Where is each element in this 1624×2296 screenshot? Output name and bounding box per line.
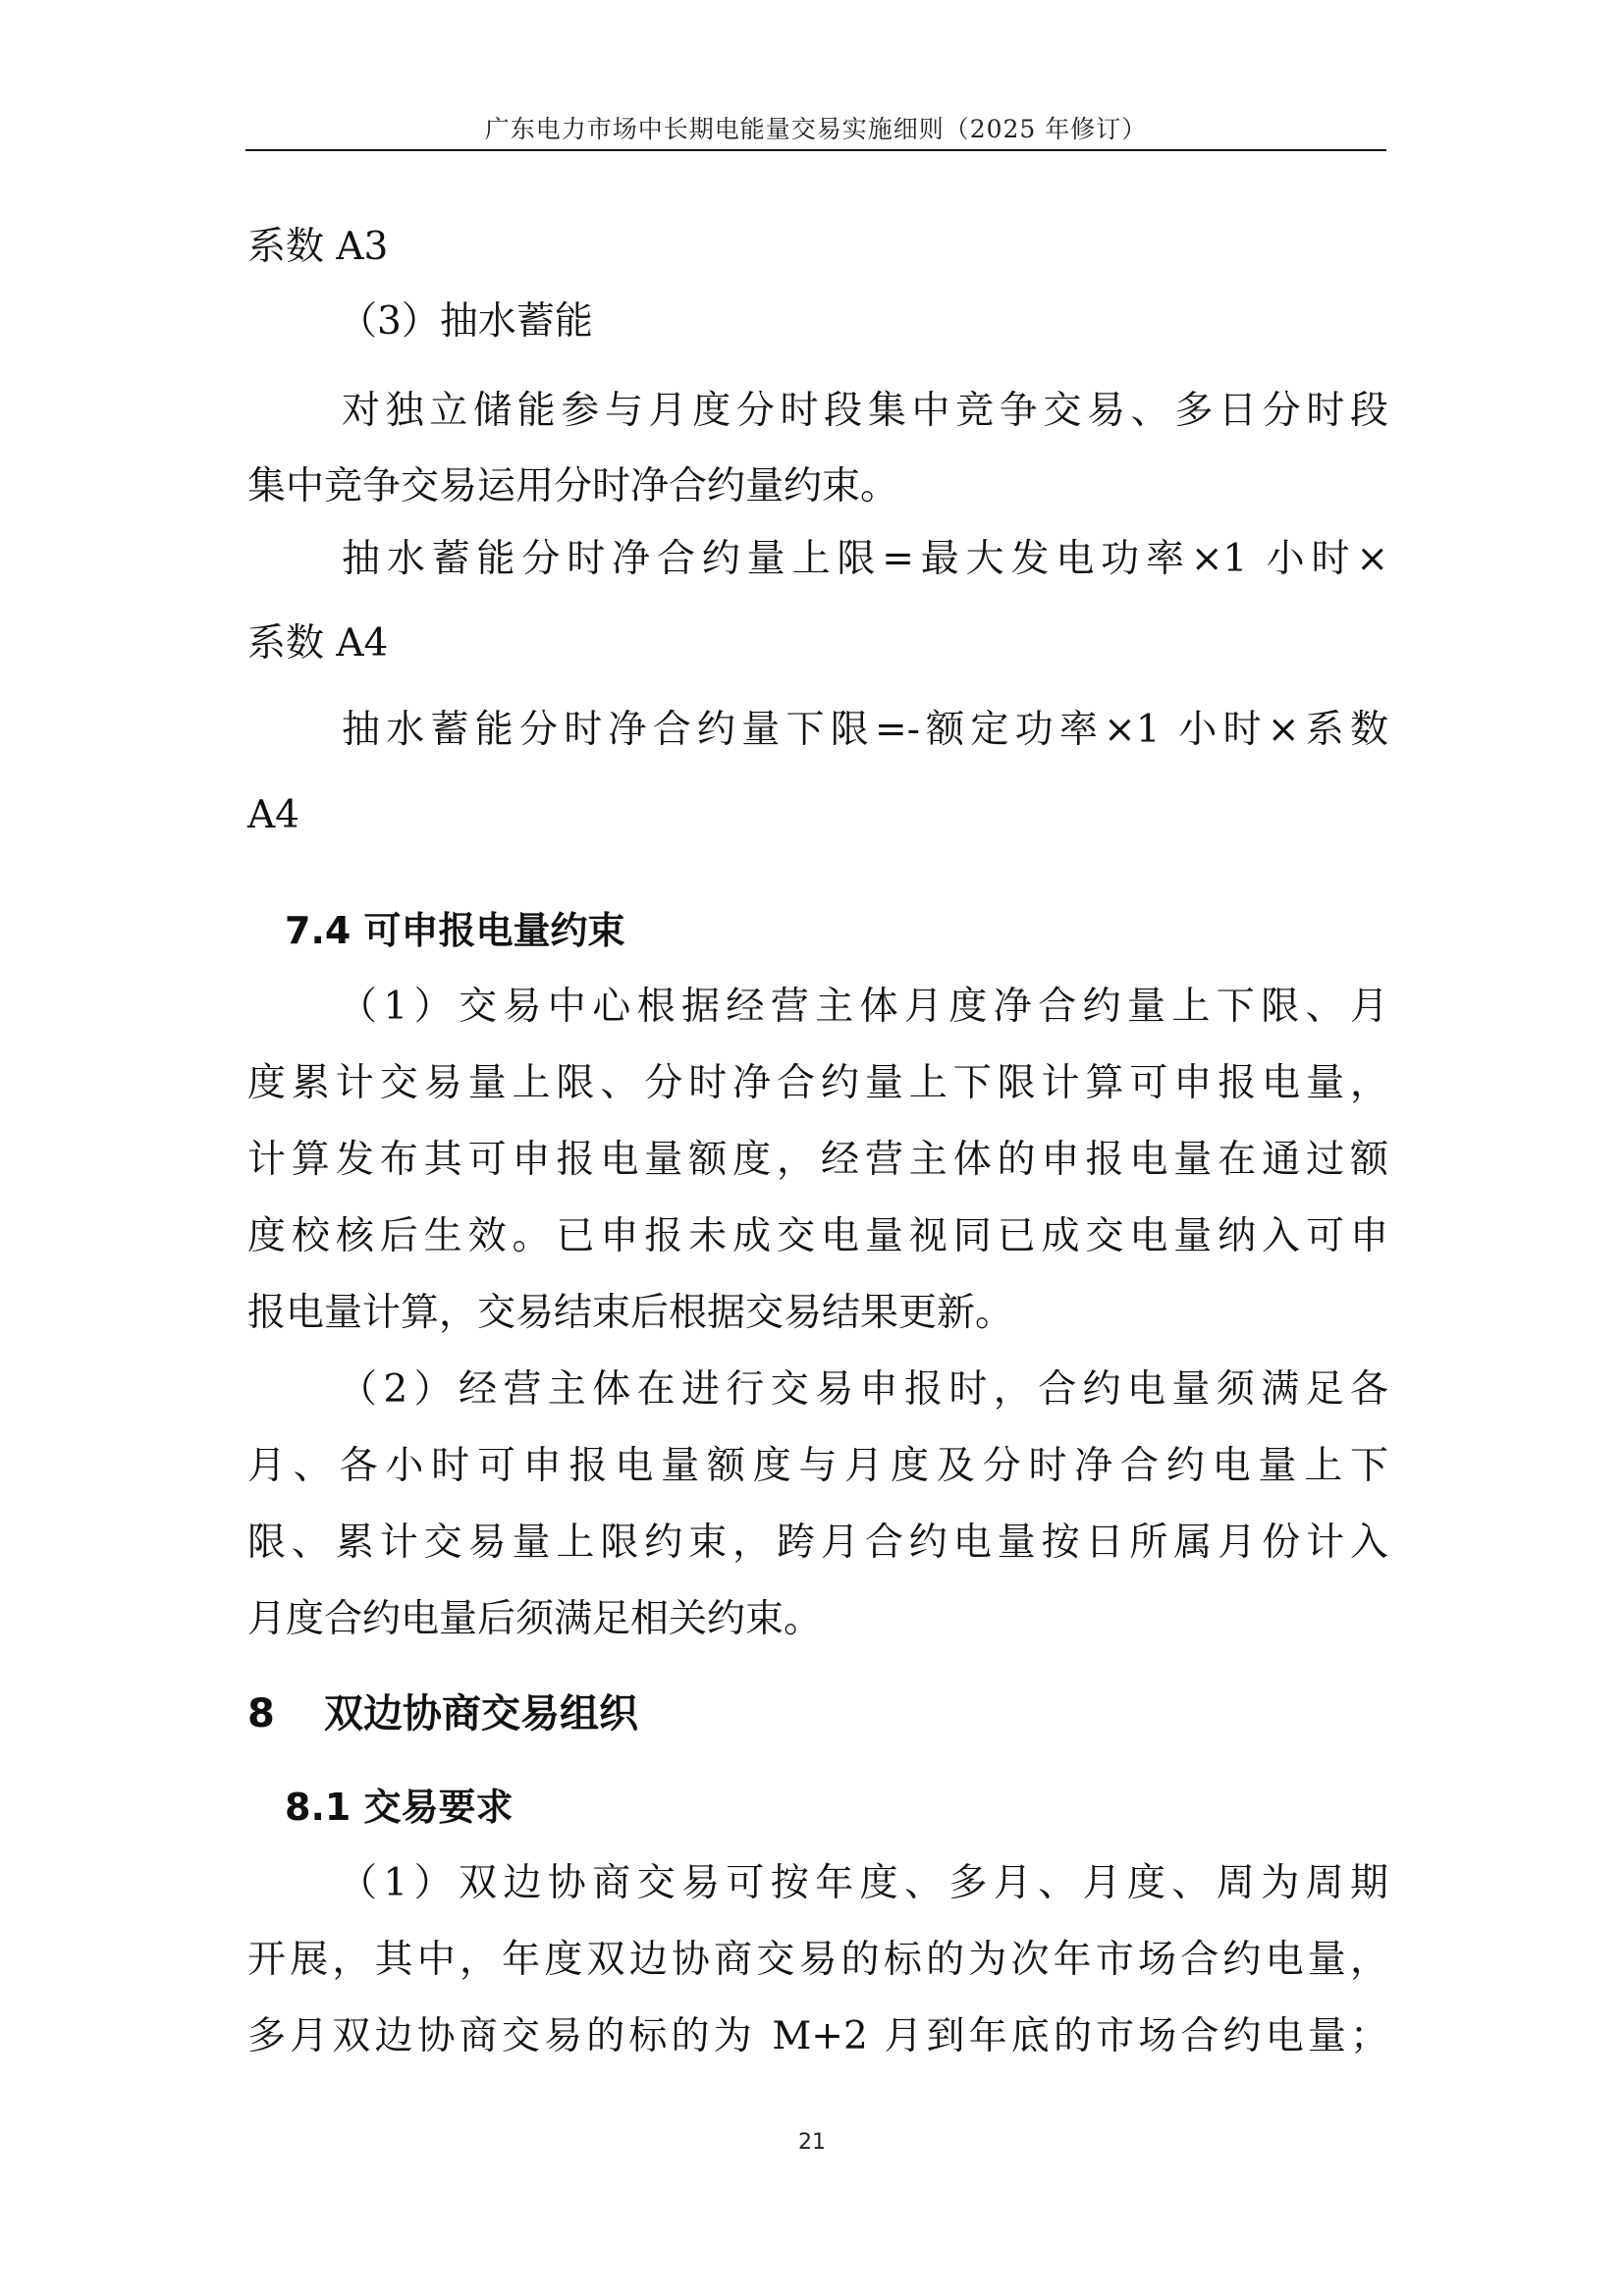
section-heading-8-1: 8.1 交易要求 <box>285 1786 514 1829</box>
paragraph-line: （2）经营主体在进行交易申报时，合约电量须满足各 <box>339 1367 1388 1412</box>
paragraph-line: 集中竞争交易运用分时净合约量约束。 <box>247 464 899 508</box>
paragraph-line: 对独立储能参与月度分时段集中竞争交易、多日分时段 <box>342 389 1388 433</box>
chapter-number: 8 <box>247 1691 275 1736</box>
section-heading-7-4: 7.4 可申报电量约束 <box>285 909 625 952</box>
paragraph-line: 报电量计算，交易结束后根据交易结果更新。 <box>247 1291 1014 1335</box>
paragraph-line: （1）双边协商交易可按年度、多月、月度、周为周期 <box>339 1861 1388 1905</box>
paragraph-line: 月、各小时可申报电量额度与月度及分时净合约电量上下 <box>247 1444 1388 1488</box>
paragraph-line: 度累计交易量上限、分时净合约量上下限计算可申报电量， <box>247 1061 1388 1105</box>
page-number: 21 <box>798 2130 826 2155</box>
chapter-heading-8 <box>247 1686 638 1741</box>
paragraph-line: 多月双边协商交易的标的为 M+2 月到年底的市场合约电量； <box>247 2014 1388 2058</box>
paragraph-line: （1）交易中心根据经营主体月度净合约量上下限、月 <box>339 985 1388 1029</box>
paragraph-line: 系数 A3 <box>247 225 389 269</box>
paragraph-line: 计算发布其可申报电量额度，经营主体的申报电量在通过额 <box>247 1138 1388 1182</box>
paragraph-line: 开展，其中，年度双边协商交易的标的为次年市场合约电量， <box>247 1938 1388 1982</box>
formula-line: 抽水蓄能分时净合约量下限=-额定功率×1 小时×系数 <box>342 708 1388 752</box>
paragraph-line: 度校核后生效。已申报未成交电量视同已成交电量纳入可申 <box>247 1214 1388 1258</box>
chapter-title: 双边协商交易组织 <box>324 1691 638 1736</box>
header-divider <box>245 149 1386 151</box>
running-header: 广东电力市场中长期电能量交易实施细则（2025 年修订） <box>484 115 1148 143</box>
formula-line: 抽水蓄能分时净合约量上限=最大发电功率×1 小时× <box>342 537 1388 581</box>
paragraph-line: 限、累计交易量上限约束，跨月合约电量按日所属月份计入 <box>247 1521 1388 1565</box>
subsection-label: （3）抽水蓄能 <box>339 299 593 344</box>
paragraph-line: 月度合约电量后须满足相关约束。 <box>247 1597 823 1641</box>
formula-line: A4 <box>247 793 299 837</box>
formula-line: 系数 A4 <box>247 621 389 666</box>
